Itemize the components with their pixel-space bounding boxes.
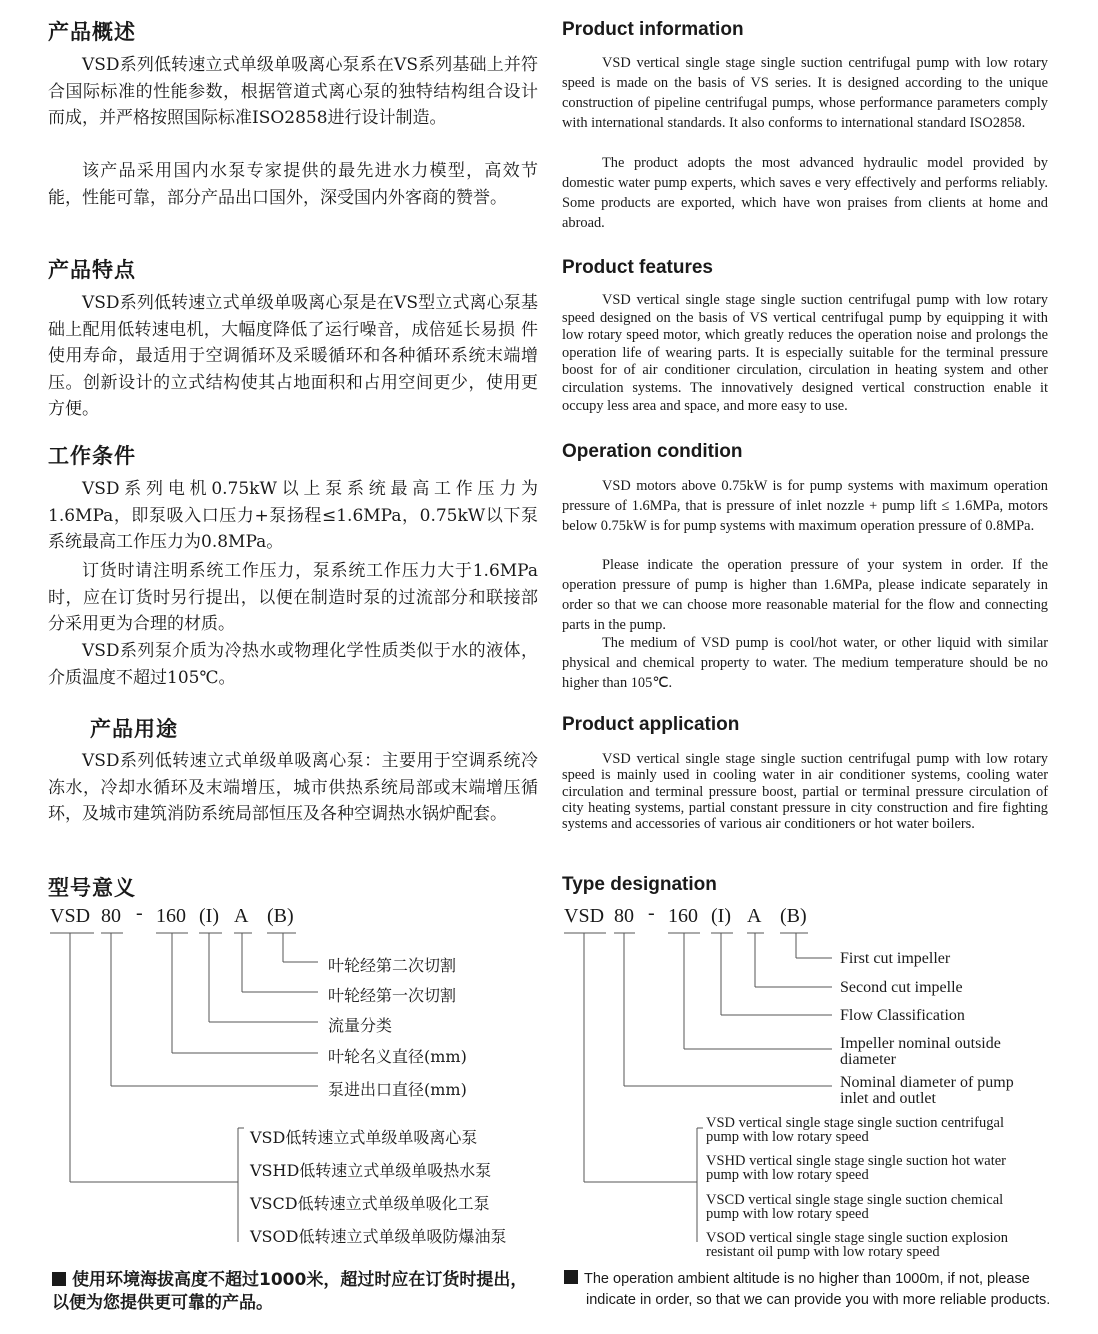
- zh-label-impeller-dia: 叶轮名义直径(mm): [328, 1047, 467, 1066]
- en-features-p1: VSD vertical single stage single suction centrifugal pump with low rotary speed designed on the basis of VS vertical centrifugal pump by equipping it with low rotary speed motor, which greatly reduces the operation noise and prolongs the operation life of wearing parts. It is especially suitable for the terminal pressure boost for of air conditioner circulation, circulation in heating system and other circulation systems. The innovatively designed vertical construction enable it occupy less area and space, and more easy to use.: [562, 292, 1048, 414]
- zh-features-title: 产品特点: [48, 258, 136, 282]
- bullet-square-icon: [564, 1270, 578, 1284]
- zh-code-vsd: VSD: [50, 905, 91, 927]
- zh-note-text: 使用环境海拔高度不超过1000米，超过时应在订货时提出，以便为您提供更可靠的产品。: [52, 1270, 528, 1313]
- en-code-vsd: VSD: [564, 905, 605, 927]
- zh-application-title: 产品用途: [90, 717, 178, 741]
- en-label-inlet-dia-1: Nominal diameter of pump: [840, 1074, 1014, 1091]
- en-code-160: 160: [668, 905, 698, 927]
- zh-series-vshd: VSHD低转速立式单级单吸热水泵: [250, 1161, 492, 1180]
- en-condition-p3: The medium of VSD pump is cool/hot water, or other liquid with similar physical and chemical property to water. The medium temperature should be no higher than 105℃.: [562, 635, 1048, 691]
- zh-code-i: (I): [199, 905, 219, 927]
- en-condition-title: Operation condition: [562, 441, 743, 462]
- en-application-title: Product application: [562, 714, 740, 735]
- en-features-title: Product features: [562, 257, 713, 278]
- zh-application-p1: VSD系列低转速立式单级单吸离心泵：主要用于空调系统冷冻水，冷却水循环及末端增压，城市供热系统局部或末端增压循环，及城市建筑消防系统局部恒压及各种空调热水锅炉配套。: [48, 751, 538, 824]
- zh-overview-p1: VSD系列低转速立式单级单吸离心泵系在VS系列基础上并符合国际标准的性能参数，根据管道式离心泵的独特结构组合设计而成，并严格按照国际标准ISO2858进行设计制造。: [48, 55, 538, 128]
- en-label-first-cut: First cut impeller: [840, 950, 951, 967]
- zh-code-a: A: [234, 905, 249, 927]
- zh-code-dash: -: [136, 902, 143, 924]
- zh-code-80: 80: [101, 905, 121, 927]
- en-note-line-1: The operation ambient altitude is no higher than 1000m, if not, please: [584, 1271, 1030, 1287]
- en-type-title: Type designation: [562, 874, 717, 895]
- en-condition-p2: Please indicate the operation pressure of your system in order. If the operation pressure of pump is higher than 1.6MPa, please indicate separately in order so that we can choose more reasonable material for the flow and connecting parts in the pump.: [562, 557, 1048, 633]
- en-label-second-cut: Second cut impelle: [840, 979, 963, 996]
- en-code-80: 80: [614, 905, 634, 927]
- zh-series-vsd: VSD低转速立式单级单吸离心泵: [250, 1128, 478, 1147]
- zh-label-second-cut: 叶轮经第二次切割: [328, 956, 457, 975]
- zh-series-vscd: VSCD低转速立式单级单吸化工泵: [250, 1194, 490, 1213]
- zh-code-b: (B): [267, 905, 294, 927]
- en-condition-p1: VSD motors above 0.75kW is for pump systems with maximum operation pressure of 1.6MPa, that is pressure of inlet nozzle + pump lift ≤ 1.6MPa, motors below 0.75kW is for pump systems with maximum operation pressure of 0.8MPa.: [562, 478, 1048, 534]
- en-series-vshd-1: VSHD vertical single stage single suction hot water: [706, 1153, 1007, 1169]
- en-overview-title: Product information: [562, 19, 744, 40]
- zh-features-p1: VSD系列低转速立式单级单吸离心泵是在VS型立式离心泵基础上配用低转速电机，大幅度降低了运行噪音，成倍延长易损 件使用寿命，最适用于空调循环及采暖循环和各种循环系统末端增压。创新设计的立式结构使其占地面积和占用空间更少，使用更方便。: [48, 293, 538, 419]
- en-label-impeller-dia-1: Impeller nominal outside: [840, 1035, 1001, 1052]
- zh-type-title: 型号意义: [48, 876, 136, 900]
- en-label-flow: Flow Classification: [840, 1007, 965, 1024]
- en-note-line-2: indicate in order, so that we can provide you with more reliable products.: [586, 1292, 1051, 1308]
- en-code-a: A: [747, 905, 762, 927]
- en-overview-p2: The product adopts the most advanced hydraulic model provided by domestic water pump experts, which saves e very effectively and performs reliably. Some products are exported, which have won praises from clients at home and abroad.: [562, 155, 1048, 231]
- zh-condition-p1: VSD系列电机0.75kW以上泵系统最高工作压力为1.6MPa，即泵吸入口压力+泵扬程≤1.6MPa，0.75kW以下泵系统最高工作压力为0.8MPa。: [48, 479, 538, 552]
- zh-code-160: 160: [156, 905, 186, 927]
- en-series-vsd-2: pump with low rotary speed: [706, 1129, 869, 1145]
- en-series-vscd-2: pump with low rotary speed: [706, 1206, 869, 1222]
- zh-overview-p2: 该产品采用国内水泵专家提供的最先进水力模型，高效节能，性能可靠，部分产品出口国外，深受国内外客商的赞誉。: [48, 161, 538, 208]
- en-series-vscd-1: VSCD vertical single stage single suction chemical: [706, 1192, 1004, 1208]
- en-series-vsd-1: VSD vertical single stage single suction centrifugal: [706, 1115, 1004, 1131]
- en-series-vsod-2: resistant oil pump with low rotary speed: [706, 1244, 940, 1260]
- en-series-vshd-2: pump with low rotary speed: [706, 1167, 869, 1183]
- zh-condition-p3: VSD系列泵介质为冷热水或物理化学性质类似于水的液体，介质温度不超过105℃。: [48, 641, 538, 688]
- en-label-impeller-dia-2: diameter: [840, 1051, 896, 1068]
- en-series-vsod-1: VSOD vertical single stage single suction explosion: [706, 1230, 1009, 1246]
- zh-condition-p2: 订货时请注明系统工作压力，泵系统工作压力大于1.6MPa时，应在订货时另行提出，以便在制造时泵的过流部分和联接部分采用更为合理的材质。: [48, 561, 538, 634]
- zh-label-first-cut: 叶轮经第一次切割: [328, 986, 457, 1005]
- zh-label-inlet-dia: 泵进出口直径(mm): [328, 1080, 467, 1099]
- en-code-i: (I): [711, 905, 731, 927]
- en-application-p1: VSD vertical single stage single suction centrifugal pump with low rotary speed is mainly used in cooling water in air conditioner systems, cooling water circulation and terminal pressure boost, partial or terminal pressure circulation of city heating systems, partial constant pressure in city construction and fire fighting systems and accessories of various air conditioners or hot water boilers.: [562, 751, 1048, 833]
- zh-series-vsod: VSOD低转速立式单级单吸防爆油泵: [250, 1227, 507, 1246]
- en-overview-p1: VSD vertical single stage single suction centrifugal pump with low rotary speed is made on the basis of VS series. It is designed according to the unique construction of pipeline centrifugal pumps, whose performance parameters comply with international standards. It also conforms to international standard ISO2858.: [562, 55, 1048, 131]
- en-note: [564, 1269, 1064, 1311]
- en-label-inlet-dia-2: inlet and outlet: [840, 1090, 936, 1107]
- en-code-b: (B): [780, 905, 807, 927]
- zh-overview-title: 产品概述: [48, 20, 136, 44]
- zh-label-flow: 流量分类: [328, 1016, 393, 1035]
- zh-condition-title: 工作条件: [48, 444, 136, 468]
- en-code-dash: -: [648, 902, 655, 924]
